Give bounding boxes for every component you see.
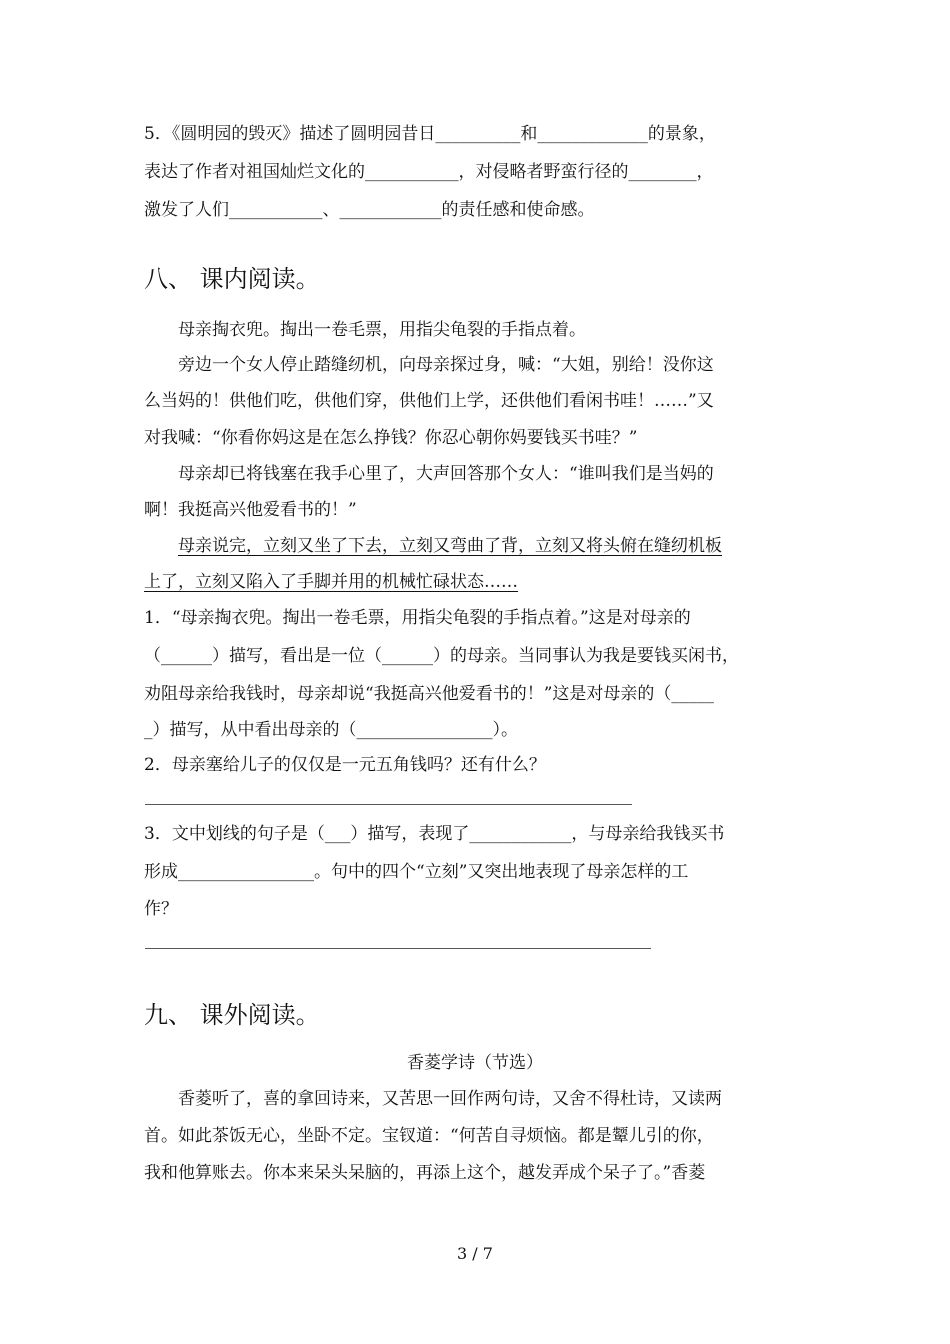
q3-line-3: 作？ (144, 899, 178, 919)
q1-line-2: （______）描写，看出是一位（______）的母亲。当同事认为我是要钱买闲书， (144, 646, 739, 666)
passage-para-3-line-2: 啊！我挺高兴他爱看书的！” (144, 500, 357, 520)
q5-line-2: 表达了作者对祖国灿烂文化的___________，对侵略者野蛮行径的________， (144, 162, 714, 182)
q5-line-3: 激发了人们___________、____________的责任感和使命感。 (144, 200, 595, 220)
q1-line-3: 劝阻母亲给我钱时，母亲却说“我挺高兴他爱看书的！”这是对母亲的（_____ (144, 684, 714, 704)
section-9-heading: 九、 课外阅读。 (144, 1001, 320, 1029)
passage-para-2-line-2: 么当妈的！供他们吃，供他们穿，供他们上学，还供他们看闲书哇！……”又 (144, 391, 714, 411)
section-8-heading: 八、 课内阅读。 (144, 265, 320, 293)
q1-line-1: 1．“母亲掏衣兜。掏出一卷毛票，用指尖龟裂的手指点着。”这是对母亲的 (144, 608, 691, 628)
q2-text: 2．母亲塞给儿子的仅仅是一元五角钱吗？还有什么？ (144, 755, 546, 775)
reading-para-line-1: 香菱听了，喜的拿回诗来，又苦思一回作两句诗，又舍不得杜诗，又读两 (178, 1089, 722, 1109)
reading-title: 香菱学诗（节选） (407, 1053, 543, 1073)
passage-para-2-line-1: 旁边一个女人停止踏缝纫机，向母亲探过身，喊：“大姐，别给！没你这 (178, 355, 714, 375)
passage-para-2-line-3: 对我喊：“你看你妈这是在怎么挣钱？你忍心朝你妈要钱买书哇？” (144, 428, 638, 448)
passage-para-1: 母亲掏衣兜。掏出一卷毛票，用指尖龟裂的手指点着。 (178, 320, 586, 340)
passage-underlined-line-2: 上了，立刻又陷入了手脚并用的机械忙碌状态…… (144, 572, 518, 592)
q3-line-2: 形成________________。句中的四个“立刻”又突出地表现了母亲怎样的工 (144, 862, 689, 882)
passage-underlined-line-1: 母亲说完，立刻又坐了下去，立刻又弯曲了背，立刻又将头俯在缝纫机板 (178, 536, 722, 556)
q1-line-4: _）描写，从中看出母亲的（________________）。 (144, 720, 518, 740)
passage-para-3-line-1: 母亲却已将钱塞在我手心里了，大声回答那个女人：“谁叫我们是当妈的 (178, 464, 714, 484)
q2-answer-line (145, 804, 632, 805)
reading-para-line-2: 首。如此茶饭无心，坐卧不定。宝钗道：“何苦自寻烦恼。都是颦儿引的你， (144, 1126, 714, 1146)
q3-answer-line (145, 948, 651, 949)
reading-para-line-3: 我和他算账去。你本来呆头呆脑的，再添上这个，越发弄成个呆子了。”香菱 (144, 1163, 706, 1183)
q5-line-1: 5．《圆明园的毁灭》描述了圆明园昔日__________和_____________的景象， (144, 124, 716, 144)
page-number: 3 / 7 (457, 1244, 493, 1263)
q3-line-1: 3．文中划线的句子是（___）描写，表现了____________，与母亲给我钱买书 (144, 824, 725, 844)
